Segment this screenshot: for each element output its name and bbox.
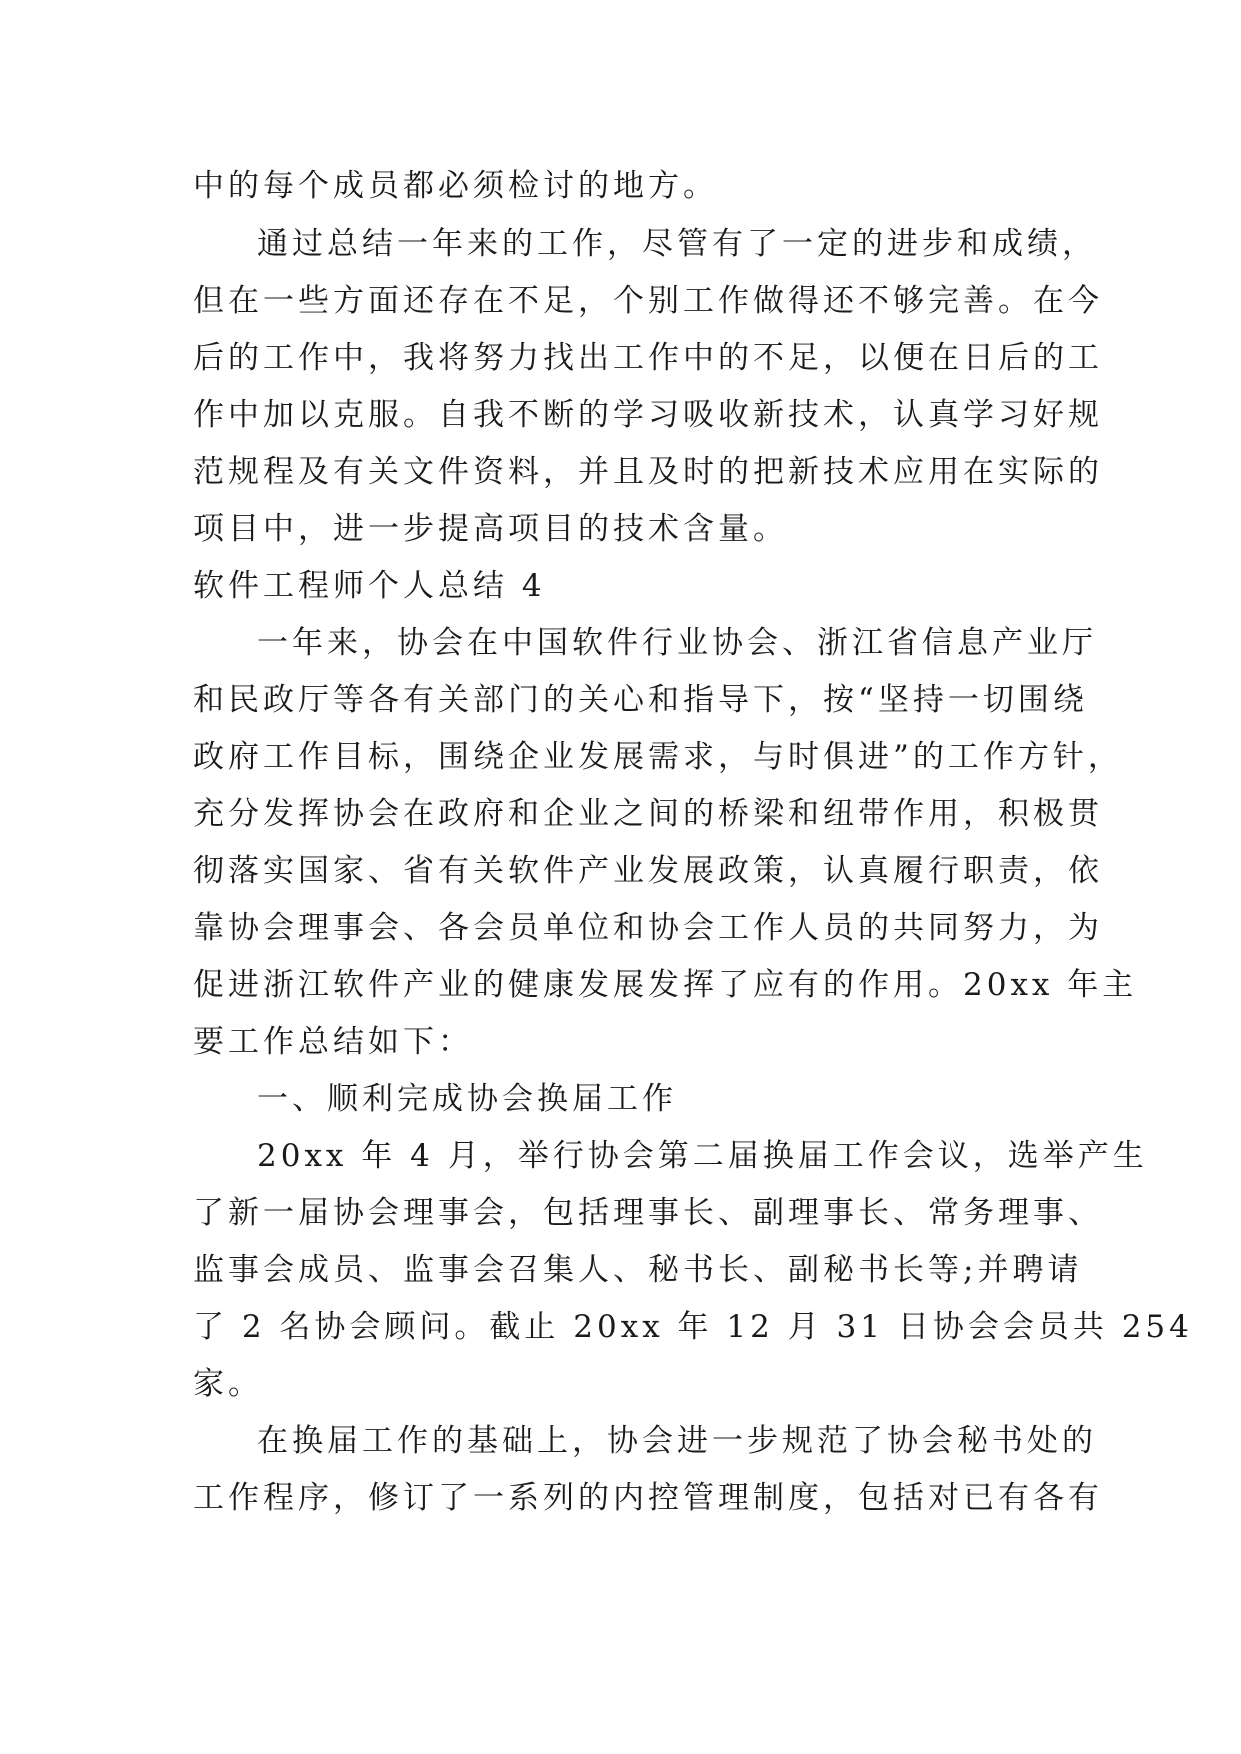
paragraph-line: 工作程序，修订了一系列的内控管理制度，包括对已有各有 [193,1480,1103,1516]
paragraph-line: 后的工作中，我将努力找出工作中的不足，以便在日后的工 [193,340,1103,376]
paragraph-line: 项目中，进一步提高项目的技术含量。 [193,511,788,547]
paragraph-line: 中的每个成员都必须检讨的地方。 [193,168,718,204]
paragraph-line: 促进浙江软件产业的健康发展发挥了应有的作用。20xx 年主 [193,967,1138,1003]
paragraph-line: 监事会成员、监事会召集人、秘书长、副秘书长等;并聘请 [193,1252,1083,1288]
paragraph-line: 靠协会理事会、各会员单位和协会工作人员的共同努力，为 [193,910,1103,946]
paragraph-line: 作中加以克服。自我不断的学习吸收新技术，认真学习好规 [193,397,1103,433]
paragraph-line: 充分发挥协会在政府和企业之间的桥梁和纽带作用，积极贯 [193,796,1103,832]
paragraph-line: 家。 [193,1366,263,1402]
paragraph-line: 要工作总结如下： [193,1024,473,1060]
paragraph-line: 范规程及有关文件资料，并且及时的把新技术应用在实际的 [193,454,1103,490]
paragraph-line: 通过总结一年来的工作，尽管有了一定的进步和成绩， [257,226,1097,262]
paragraph-line: 了 2 名协会顾问。截止 20xx 年 12 月 31 日协会会员共 254 [193,1309,1193,1345]
paragraph-line: 政府工作目标，围绕企业发展需求，与时俱进”的工作方针， [193,739,1123,775]
paragraph-line: 20xx 年 4 月，举行协会第二届换届工作会议，选举产生 [257,1138,1148,1174]
paragraph-line: 在换届工作的基础上，协会进一步规范了协会秘书处的 [257,1423,1097,1459]
paragraph-line: 彻落实国家、省有关软件产业发展政策，认真履行职责，依 [193,853,1103,889]
paragraph-line: 但在一些方面还存在不足，个别工作做得还不够完善。在今 [193,283,1103,319]
paragraph-line: 了新一届协会理事会，包括理事长、副理事长、常务理事、 [193,1195,1103,1231]
paragraph-line: 和民政厅等各有关部门的关心和指导下，按“坚持一切围绕 [193,682,1088,718]
subsection-heading: 一、顺利完成协会换届工作 [257,1081,677,1117]
paragraph-line: 一年来，协会在中国软件行业协会、浙江省信息产业厅 [257,625,1097,661]
section-heading: 软件工程师个人总结 4 [193,568,546,604]
